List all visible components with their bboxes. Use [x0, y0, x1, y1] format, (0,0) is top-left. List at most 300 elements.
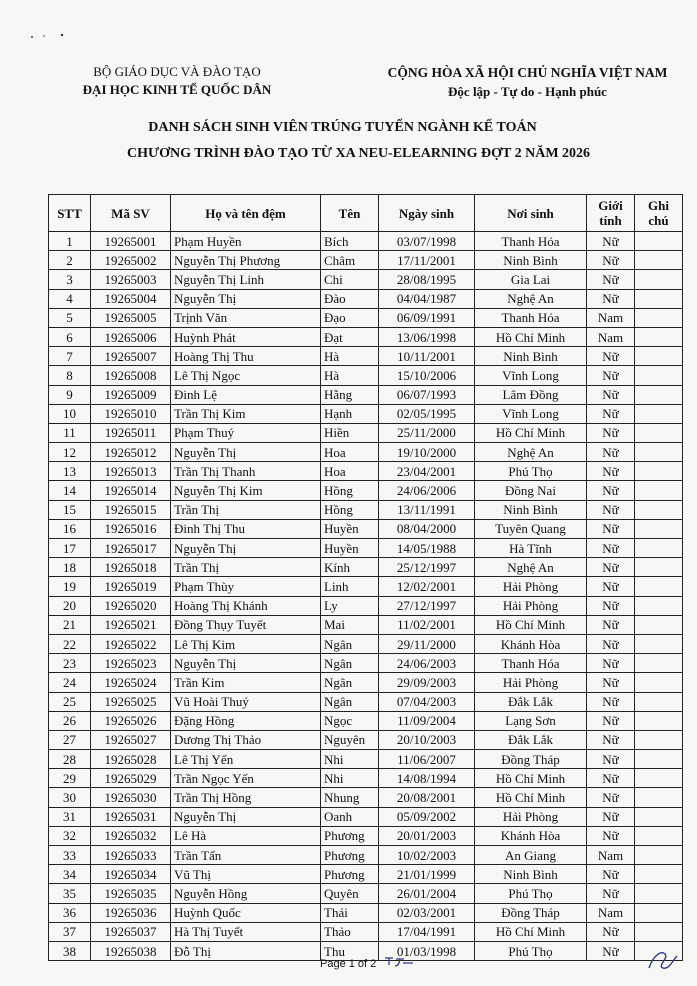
stt-cell: 27 [49, 730, 91, 749]
given-name-cell: Hoa [321, 462, 379, 481]
table-row [49, 654, 683, 673]
document-title: DANH SÁCH SINH VIÊN TRÚNG TUYỂN NGÀNH KẾ TOÁN [148, 120, 537, 135]
stt-cell: 33 [49, 846, 91, 865]
table-row [49, 251, 683, 270]
stt-cell: 11 [49, 423, 91, 442]
notes-cell [635, 232, 683, 251]
given-name-cell: Hằng [321, 385, 379, 404]
gender-cell: Nữ [587, 539, 635, 558]
notes-cell [635, 634, 683, 653]
surname-cell: Phạm Huyền [171, 232, 321, 251]
table-row [49, 577, 683, 596]
ministry-name: BỘ GIÁO DỤC VÀ ĐÀO TẠO [93, 64, 261, 79]
birthplace-cell: Hải Phòng [475, 596, 587, 615]
surname-cell: Nguyễn Thị Phương [171, 251, 321, 270]
given-name-cell: Thảo [321, 922, 379, 941]
birthplace-cell: Hồ Chí Minh [475, 922, 587, 941]
birthplace-cell: Lâm Đồng [475, 385, 587, 404]
given-name-cell: Linh [321, 577, 379, 596]
stt-cell: 38 [49, 941, 91, 960]
student-id-cell: 19265022 [91, 634, 171, 653]
given-name-cell: Nhi [321, 750, 379, 769]
student-id-cell: 19265023 [91, 654, 171, 673]
student-id-cell: 19265009 [91, 385, 171, 404]
gender-cell: Nữ [587, 270, 635, 289]
stt-cell: 21 [49, 615, 91, 634]
student-id-cell: 19265013 [91, 462, 171, 481]
student-table [48, 194, 683, 961]
birthdate-cell: 06/07/1993 [379, 385, 475, 404]
stt-cell: 12 [49, 443, 91, 462]
student-id-cell: 19265031 [91, 807, 171, 826]
surname-cell: Trần Thị [171, 558, 321, 577]
gender-cell: Nữ [587, 577, 635, 596]
table-row [49, 519, 683, 538]
notes-cell [635, 462, 683, 481]
student-id-cell: 19265033 [91, 846, 171, 865]
birthdate-cell: 14/08/1994 [379, 769, 475, 788]
notes-cell [635, 769, 683, 788]
col-header-student-id: Mã SV [91, 195, 171, 232]
handwritten-signature [643, 944, 683, 979]
birthdate-cell: 11/02/2001 [379, 615, 475, 634]
given-name-cell: Thu [321, 941, 379, 960]
table-row [49, 423, 683, 442]
gender-cell: Nam [587, 327, 635, 346]
birthdate-cell: 15/10/2006 [379, 366, 475, 385]
given-name-cell: Ngân [321, 673, 379, 692]
gender-cell: Nữ [587, 385, 635, 404]
stt-cell: 8 [49, 366, 91, 385]
stt-cell: 7 [49, 347, 91, 366]
student-id-cell: 19265030 [91, 788, 171, 807]
gender-cell: Nữ [587, 730, 635, 749]
table-row [49, 903, 683, 922]
given-name-cell: Ngân [321, 654, 379, 673]
surname-cell: Đinh Lệ [171, 385, 321, 404]
surname-cell: Hoàng Thị Khánh [171, 596, 321, 615]
given-name-cell: Nhung [321, 788, 379, 807]
gender-cell: Nữ [587, 347, 635, 366]
notes-cell [635, 404, 683, 423]
birthdate-cell: 21/01/1999 [379, 865, 475, 884]
stt-cell: 31 [49, 807, 91, 826]
birthdate-cell: 10/02/2003 [379, 846, 475, 865]
surname-cell: Vũ Thị [171, 865, 321, 884]
gender-cell: Nữ [587, 922, 635, 941]
notes-cell [635, 807, 683, 826]
surname-cell: Huỳnh Phát [171, 327, 321, 346]
surname-cell: Đồng Thụy Tuyết [171, 615, 321, 634]
surname-cell: Phạm Thùy [171, 577, 321, 596]
stt-cell: 13 [49, 462, 91, 481]
birthplace-cell: Nghệ An [475, 558, 587, 577]
stt-cell: 20 [49, 596, 91, 615]
table-row [49, 385, 683, 404]
given-name-cell: Thái [321, 903, 379, 922]
notes-cell [635, 654, 683, 673]
surname-cell: Hà Thị Tuyết [171, 922, 321, 941]
student-id-cell: 19265036 [91, 903, 171, 922]
notes-cell [635, 730, 683, 749]
notes-cell [635, 865, 683, 884]
given-name-cell: Đạt [321, 327, 379, 346]
given-name-cell: Phương [321, 846, 379, 865]
table-row [49, 673, 683, 692]
birthplace-cell: Hồ Chí Minh [475, 327, 587, 346]
notes-cell [635, 308, 683, 327]
table-row [49, 462, 683, 481]
gender-cell: Nam [587, 308, 635, 327]
student-id-cell: 19265027 [91, 730, 171, 749]
surname-cell: Nguyễn Thị [171, 443, 321, 462]
given-name-cell: Nhi [321, 769, 379, 788]
table-body [49, 232, 683, 961]
gender-cell: Nữ [587, 462, 635, 481]
notes-cell [635, 596, 683, 615]
table-row [49, 922, 683, 941]
birthplace-cell: Hồ Chí Minh [475, 615, 587, 634]
gender-cell: Nữ [587, 596, 635, 615]
birthdate-cell: 11/09/2004 [379, 711, 475, 730]
gender-cell: Nữ [587, 558, 635, 577]
table-header-row [49, 195, 683, 232]
surname-cell: Hoàng Thị Thu [171, 347, 321, 366]
birthplace-cell: Khánh Hòa [475, 634, 587, 653]
student-id-cell: 19265019 [91, 577, 171, 596]
given-name-cell: Đào [321, 289, 379, 308]
republic-name: CỘNG HÒA XÃ HỘI CHỦ NGHĨA VIỆT NAM [387, 65, 668, 80]
student-id-cell: 19265021 [91, 615, 171, 634]
surname-cell: Lê Hà [171, 826, 321, 845]
surname-cell: Trần Kim [171, 673, 321, 692]
birthplace-cell: Phú Thọ [475, 941, 587, 960]
surname-cell: Trần Thị Thanh [171, 462, 321, 481]
student-id-cell: 19265018 [91, 558, 171, 577]
birthplace-cell: Thanh Hóa [475, 308, 587, 327]
notes-cell [635, 519, 683, 538]
gender-cell: Nữ [587, 500, 635, 519]
table-row [49, 327, 683, 346]
given-name-cell: Chi [321, 270, 379, 289]
stt-cell: 9 [49, 385, 91, 404]
stt-cell: 17 [49, 539, 91, 558]
birthdate-cell: 04/04/1987 [379, 289, 475, 308]
stt-cell: 22 [49, 634, 91, 653]
surname-cell: Vũ Hoài Thuý [171, 692, 321, 711]
birthplace-cell: An Giang [475, 846, 587, 865]
surname-cell: Nguyễn Thị [171, 539, 321, 558]
student-id-cell: 19265034 [91, 865, 171, 884]
student-id-cell: 19265005 [91, 308, 171, 327]
birthdate-cell: 19/10/2000 [379, 443, 475, 462]
notes-cell [635, 615, 683, 634]
notes-cell [635, 385, 683, 404]
table-row [49, 308, 683, 327]
birthdate-cell: 24/06/2006 [379, 481, 475, 500]
stt-cell: 4 [49, 289, 91, 308]
gender-cell: Nữ [587, 807, 635, 826]
table-row [49, 692, 683, 711]
scan-speck [30, 28, 70, 46]
birthdate-cell: 06/09/1991 [379, 308, 475, 327]
stt-cell: 10 [49, 404, 91, 423]
birthplace-cell: Ninh Bình [475, 865, 587, 884]
given-name-cell: Ly [321, 596, 379, 615]
student-id-cell: 19265014 [91, 481, 171, 500]
stt-cell: 2 [49, 251, 91, 270]
birthplace-cell: Ninh Bình [475, 347, 587, 366]
gender-cell: Nữ [587, 251, 635, 270]
student-id-cell: 19265038 [91, 941, 171, 960]
given-name-cell: Mai [321, 615, 379, 634]
table-row [49, 481, 683, 500]
col-header-birthdate: Ngày sinh [379, 195, 475, 232]
surname-cell: Phạm Thuý [171, 423, 321, 442]
given-name-cell: Hiền [321, 423, 379, 442]
student-id-cell: 19265006 [91, 327, 171, 346]
birthdate-cell: 20/10/2003 [379, 730, 475, 749]
student-id-cell: 19265004 [91, 289, 171, 308]
stt-cell: 23 [49, 654, 91, 673]
gender-cell: Nam [587, 846, 635, 865]
gender-cell: Nữ [587, 865, 635, 884]
notes-cell [635, 251, 683, 270]
birthdate-cell: 25/12/1997 [379, 558, 475, 577]
birthplace-cell: Hồ Chí Minh [475, 423, 587, 442]
notes-cell [635, 884, 683, 903]
notes-cell [635, 270, 683, 289]
student-id-cell: 19265037 [91, 922, 171, 941]
notes-label-2: chú [648, 213, 669, 228]
gender-cell: Nữ [587, 232, 635, 251]
table-row [49, 500, 683, 519]
table-row [49, 884, 683, 903]
table-row [49, 730, 683, 749]
birthplace-cell: Tuyên Quang [475, 519, 587, 538]
student-id-cell: 19265003 [91, 270, 171, 289]
stt-cell: 5 [49, 308, 91, 327]
gender-cell: Nữ [587, 711, 635, 730]
gender-cell: Nữ [587, 673, 635, 692]
gender-cell: Nữ [587, 769, 635, 788]
given-name-cell: Bích [321, 232, 379, 251]
table-row [49, 232, 683, 251]
birthdate-cell: 11/06/2007 [379, 750, 475, 769]
stt-cell: 14 [49, 481, 91, 500]
birthplace-cell: Vĩnh Long [475, 366, 587, 385]
surname-cell: Nguyễn Thị [171, 807, 321, 826]
given-name-cell: Kính [321, 558, 379, 577]
table-row [49, 596, 683, 615]
given-name-cell: Nguyên [321, 730, 379, 749]
surname-cell: Đinh Thị Thu [171, 519, 321, 538]
surname-cell: Đặng Hồng [171, 711, 321, 730]
gender-cell: Nữ [587, 634, 635, 653]
col-header-name: Tên [321, 195, 379, 232]
gender-cell: Nữ [587, 654, 635, 673]
given-name-cell: Ngọc [321, 711, 379, 730]
notes-cell [635, 443, 683, 462]
given-name-cell: Hạnh [321, 404, 379, 423]
stt-cell: 36 [49, 903, 91, 922]
birthdate-cell: 29/11/2000 [379, 634, 475, 653]
initials-mark [383, 954, 417, 973]
surname-cell: Trần Thị Kim [171, 404, 321, 423]
gender-cell: Nữ [587, 423, 635, 442]
gender-label-1: Giới [598, 198, 623, 213]
stt-cell: 34 [49, 865, 91, 884]
given-name-cell: Ngân [321, 692, 379, 711]
birthplace-cell: Khánh Hòa [475, 826, 587, 845]
surname-cell: Trần Ngọc Yến [171, 769, 321, 788]
surname-cell: Lê Thị Kim [171, 634, 321, 653]
col-header-birthplace: Nơi sinh [475, 195, 587, 232]
table-row [49, 865, 683, 884]
notes-cell [635, 347, 683, 366]
surname-cell: Trịnh Văn [171, 308, 321, 327]
student-id-cell: 19265035 [91, 884, 171, 903]
stt-cell: 19 [49, 577, 91, 596]
gender-cell: Nữ [587, 481, 635, 500]
birthplace-cell: Phú Thọ [475, 462, 587, 481]
national-header [375, 63, 680, 101]
student-id-cell: 19265016 [91, 519, 171, 538]
student-id-cell: 19265015 [91, 500, 171, 519]
birthdate-cell: 28/08/1995 [379, 270, 475, 289]
given-name-cell: Hoa [321, 443, 379, 462]
notes-cell [635, 289, 683, 308]
student-id-cell: 19265008 [91, 366, 171, 385]
table-row [49, 289, 683, 308]
birthplace-cell: Ninh Bình [475, 500, 587, 519]
birthplace-cell: Hà Tĩnh [475, 539, 587, 558]
birthdate-cell: 12/02/2001 [379, 577, 475, 596]
birthplace-cell: Đồng Nai [475, 481, 587, 500]
given-name-cell: Phương [321, 826, 379, 845]
gender-cell: Nữ [587, 788, 635, 807]
table-row [49, 558, 683, 577]
gender-label-2: tính [599, 213, 622, 228]
birthdate-cell: 05/09/2002 [379, 807, 475, 826]
student-id-cell: 19265024 [91, 673, 171, 692]
gender-cell: Nữ [587, 884, 635, 903]
stt-cell: 3 [49, 270, 91, 289]
stt-cell: 16 [49, 519, 91, 538]
table-row [49, 615, 683, 634]
notes-cell [635, 366, 683, 385]
issuer-block [82, 63, 272, 99]
student-id-cell: 19265010 [91, 404, 171, 423]
national-motto: Độc lập - Tự do - Hạnh phúc [448, 84, 607, 99]
table-row [49, 750, 683, 769]
gender-cell: Nam [587, 903, 635, 922]
notes-cell [635, 327, 683, 346]
birthplace-cell: Vĩnh Long [475, 404, 587, 423]
stt-cell: 6 [49, 327, 91, 346]
birthplace-cell: Đồng Tháp [475, 750, 587, 769]
birthdate-cell: 17/04/1991 [379, 922, 475, 941]
surname-cell: Nguyễn Thị [171, 654, 321, 673]
table-row [49, 634, 683, 653]
birthdate-cell: 25/11/2000 [379, 423, 475, 442]
university-name: ĐẠI HỌC KINH TẾ QUỐC DÂN [82, 82, 272, 97]
surname-cell: Trần Thị [171, 500, 321, 519]
given-name-cell: Oanh [321, 807, 379, 826]
stt-cell: 18 [49, 558, 91, 577]
stt-cell: 32 [49, 826, 91, 845]
stt-cell: 30 [49, 788, 91, 807]
birthplace-cell: Phú Thọ [475, 884, 587, 903]
col-header-surname: Họ và tên đệm [171, 195, 321, 232]
birthplace-cell: Hồ Chí Minh [475, 788, 587, 807]
table-row [49, 769, 683, 788]
birthdate-cell: 03/07/1998 [379, 232, 475, 251]
stt-cell: 15 [49, 500, 91, 519]
given-name-cell: Quyên [321, 884, 379, 903]
stt-cell: 25 [49, 692, 91, 711]
notes-cell [635, 711, 683, 730]
birthdate-cell: 27/12/1997 [379, 596, 475, 615]
birthdate-cell: 13/06/1998 [379, 327, 475, 346]
birthdate-cell: 17/11/2001 [379, 251, 475, 270]
stt-cell: 28 [49, 750, 91, 769]
birthplace-cell: Đồng Tháp [475, 903, 587, 922]
given-name-cell: Hà [321, 347, 379, 366]
birthdate-cell: 08/04/2000 [379, 519, 475, 538]
birthdate-cell: 23/04/2001 [379, 462, 475, 481]
notes-cell [635, 558, 683, 577]
surname-cell: Đỗ Thị [171, 941, 321, 960]
notes-cell [635, 750, 683, 769]
given-name-cell: Đạo [321, 308, 379, 327]
given-name-cell: Hồng [321, 481, 379, 500]
birthplace-cell: Đắk Lắk [475, 730, 587, 749]
table-row [49, 270, 683, 289]
col-header-gender [587, 195, 635, 232]
given-name-cell: Hồng [321, 500, 379, 519]
gender-cell: Nữ [587, 692, 635, 711]
table-row [49, 807, 683, 826]
birthplace-cell: Thanh Hóa [475, 232, 587, 251]
stt-cell: 35 [49, 884, 91, 903]
birthdate-cell: 02/05/1995 [379, 404, 475, 423]
notes-label-1: Ghi [648, 198, 669, 213]
birthplace-cell: Ninh Bình [475, 251, 587, 270]
gender-cell: Nữ [587, 404, 635, 423]
table-row [49, 404, 683, 423]
table-row [49, 366, 683, 385]
notes-cell [635, 903, 683, 922]
surname-cell: Nguyễn Thị Linh [171, 270, 321, 289]
student-id-cell: 19265028 [91, 750, 171, 769]
birthplace-cell: Nghệ An [475, 443, 587, 462]
student-id-cell: 19265020 [91, 596, 171, 615]
birthplace-cell: Thanh Hóa [475, 654, 587, 673]
student-id-cell: 19265032 [91, 826, 171, 845]
stt-cell: 29 [49, 769, 91, 788]
surname-cell: Trần Thị Hồng [171, 788, 321, 807]
student-id-cell: 19265002 [91, 251, 171, 270]
birthplace-cell: Đắk Lắk [475, 692, 587, 711]
gender-cell: Nữ [587, 941, 635, 960]
gender-cell: Nữ [587, 615, 635, 634]
stt-cell: 24 [49, 673, 91, 692]
gender-cell: Nữ [587, 443, 635, 462]
surname-cell: Nguyễn Thị Kim [171, 481, 321, 500]
surname-cell: Lê Thị Ngọc [171, 366, 321, 385]
student-id-cell: 19265012 [91, 443, 171, 462]
